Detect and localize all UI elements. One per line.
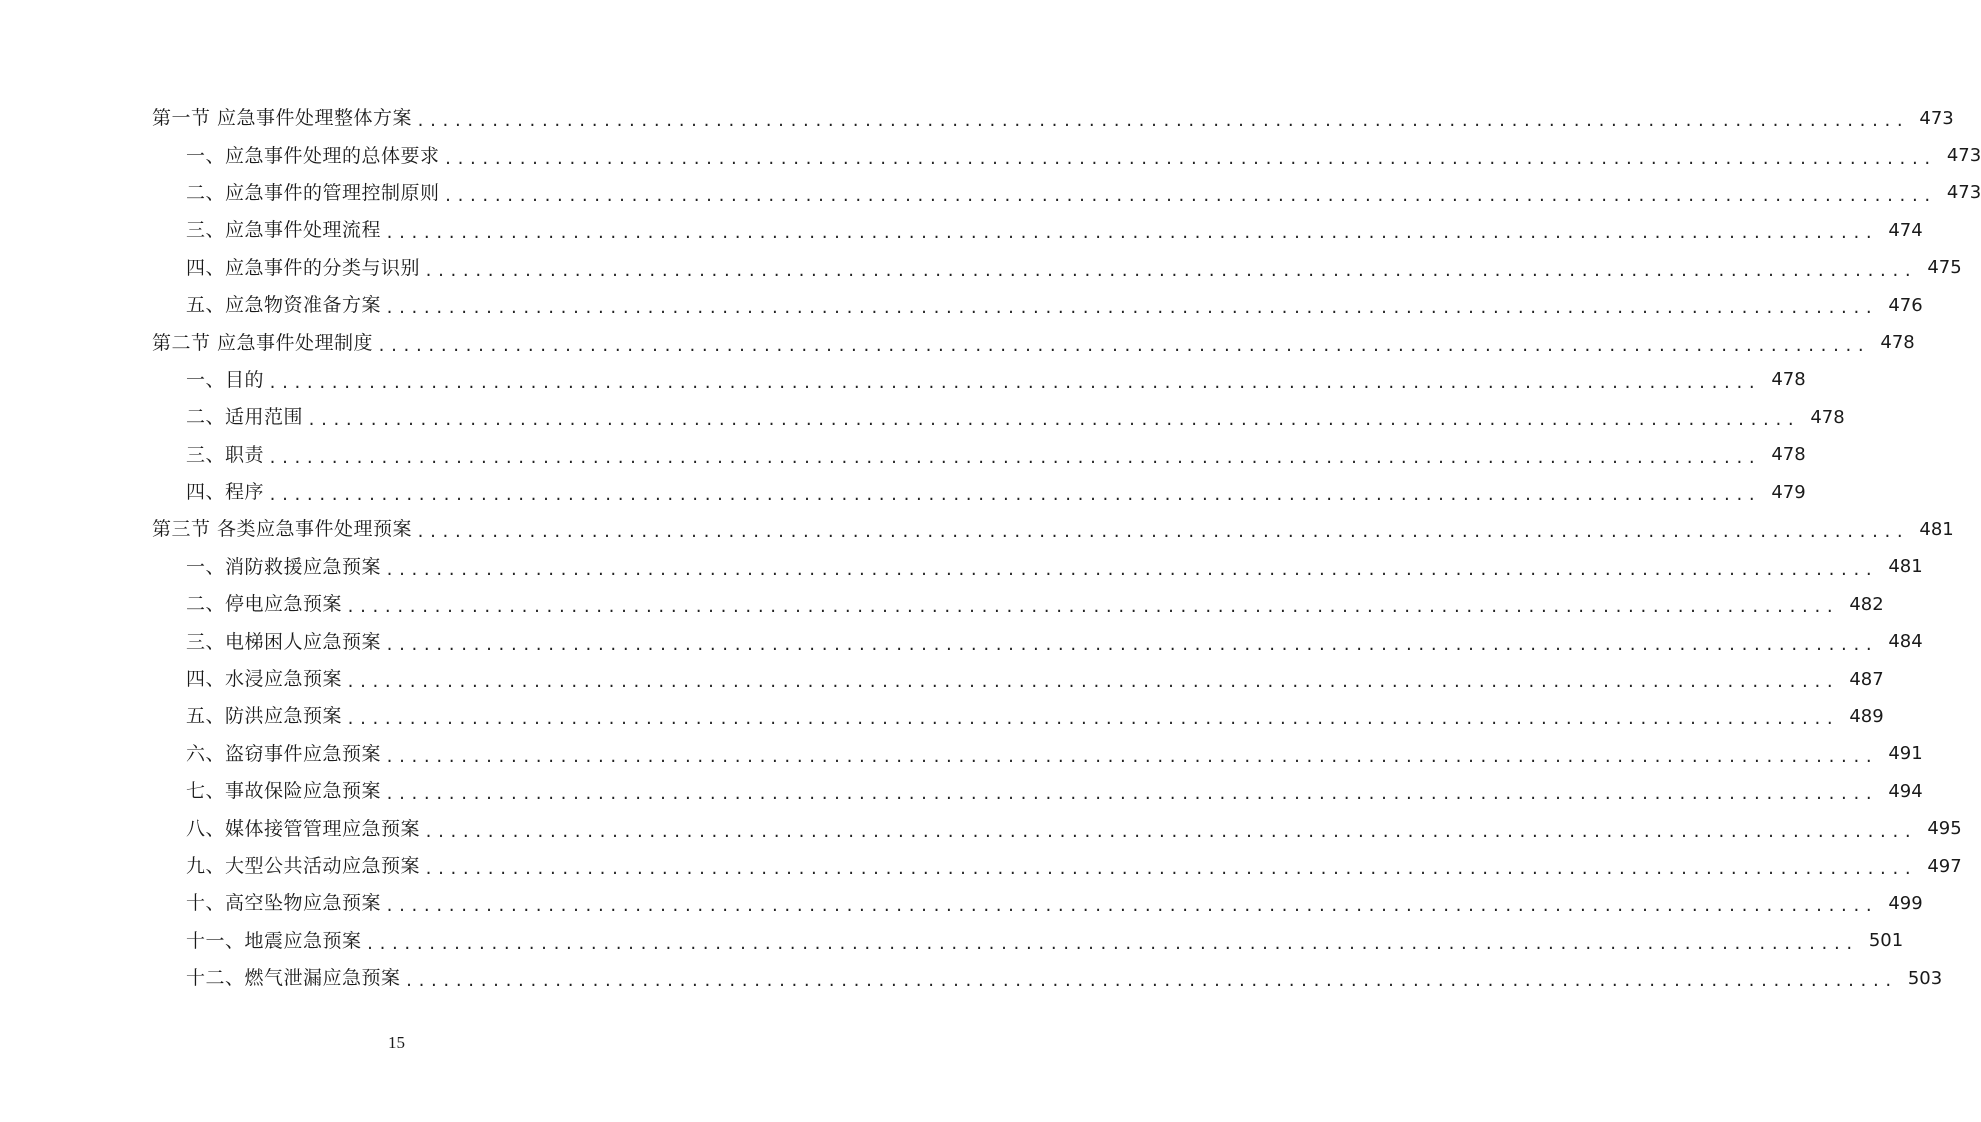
toc-subsection-entry <box>0 399 1845 436</box>
toc-entry-title: 四、程序 <box>186 481 265 504</box>
toc-dot-leader: ........................................................................................................................ <box>385 785 1877 804</box>
toc-entry-title: 三、职责 <box>186 443 265 466</box>
toc-entry-title: 第三节 各类应急事件处理预案 <box>152 518 413 541</box>
toc-entry-page-number: 499 <box>1888 892 1923 914</box>
toc-dot-leader: ........................................................................................................................ <box>377 336 1869 355</box>
toc-entry-title: 十二、燃气泄漏应急预案 <box>186 967 401 990</box>
toc-dot-leader: ........................................................................................................................ <box>385 224 1877 243</box>
toc-subsection-entry <box>0 212 1923 249</box>
toc-entry-title: 一、消防救援应急预案 <box>186 555 382 578</box>
toc-dot-leader: ........................................................................................................................ <box>268 373 1760 392</box>
toc-dot-leader: ........................................................................................................................ <box>346 673 1838 692</box>
toc-entry-title: 二、应急事件的管理控制原则 <box>186 181 440 204</box>
toc-entry-title: 七、事故保险应急预案 <box>186 780 382 803</box>
toc-dot-leader: ........................................................................................................................ <box>268 486 1760 505</box>
toc-entry-page-number: 497 <box>1927 855 1962 877</box>
toc-dot-leader: ........................................................................................................................ <box>385 747 1877 766</box>
toc-entry-title: 二、停电应急预案 <box>186 593 343 616</box>
toc-entry-page-number: 501 <box>1868 930 1904 952</box>
toc-entry-title: 四、应急事件的分类与识别 <box>186 256 421 279</box>
toc-entry-page-number: 478 <box>1810 406 1845 428</box>
toc-dot-leader: ........................................................................................................................ <box>365 934 1858 953</box>
toc-dot-leader: ........................................................................................................................ <box>385 897 1877 916</box>
toc-dot-leader: ........................................................................................................................ <box>268 448 1760 467</box>
toc-subsection-entry <box>0 137 1981 174</box>
toc-subsection-entry <box>0 474 1806 511</box>
toc-entry-page-number: 489 <box>1849 705 1884 727</box>
toc-entry-title: 二、适用范围 <box>186 406 304 429</box>
toc-entry-title: 十、高空坠物应急预案 <box>186 892 382 915</box>
toc-entry-page-number: 494 <box>1888 780 1923 802</box>
toc-subsection-entry <box>0 736 1923 773</box>
toc-subsection-entry <box>0 549 1923 586</box>
toc-dot-leader: ........................................................................................................................ <box>424 261 1916 280</box>
toc-section-entry <box>0 511 1954 548</box>
toc-entry-page-number: 481 <box>1888 556 1923 578</box>
toc-subsection-entry <box>0 960 1943 997</box>
toc-entry-page-number: 482 <box>1849 593 1884 615</box>
toc-subsection-entry <box>0 885 1923 922</box>
toc-section-entry <box>0 324 1915 361</box>
toc-section-entry <box>0 100 1954 137</box>
toc-subsection-entry <box>0 623 1923 660</box>
toc-subsection-entry <box>0 287 1923 324</box>
toc-entry-page-number: 503 <box>1907 967 1943 989</box>
toc-entry-title: 三、应急事件处理流程 <box>186 219 382 242</box>
toc-subsection-entry <box>0 175 1981 212</box>
toc-entry-page-number: 476 <box>1888 294 1923 316</box>
toc-subsection-entry <box>0 848 1962 885</box>
toc-entry-title: 十一、地震应急预案 <box>186 929 362 952</box>
toc-subsection-entry <box>0 661 1884 698</box>
toc-entry-page-number: 473 <box>1946 145 1981 167</box>
toc-entry-title: 五、防洪应急预案 <box>186 705 343 728</box>
toc-entry-title: 第一节 应急事件处理整体方案 <box>152 107 413 130</box>
toc-entry-page-number: 479 <box>1771 481 1806 503</box>
toc-entry-page-number: 491 <box>1888 743 1923 765</box>
toc-entry-title: 三、电梯困人应急预案 <box>186 630 382 653</box>
toc-entry-title: 四、水浸应急预案 <box>186 668 343 691</box>
toc-entry-page-number: 473 <box>1946 182 1981 204</box>
toc-dot-leader: ........................................................................................................................ <box>424 822 1916 841</box>
table-of-contents <box>0 100 1981 997</box>
toc-subsection-entry <box>0 250 1962 287</box>
toc-entry-page-number: 487 <box>1849 668 1884 690</box>
toc-entry-page-number: 484 <box>1888 631 1923 653</box>
toc-dot-leader: ........................................................................................................................ <box>307 411 1799 430</box>
toc-entry-page-number: 481 <box>1919 518 1954 540</box>
toc-dot-leader: ........................................................................................................................ <box>385 635 1877 654</box>
toc-dot-leader: ........................................................................................................................ <box>443 186 1936 205</box>
toc-subsection-entry <box>0 698 1884 735</box>
toc-subsection-entry <box>0 773 1923 810</box>
toc-subsection-entry <box>0 586 1884 623</box>
toc-dot-leader: ........................................................................................................................ <box>404 972 1897 991</box>
toc-entry-title: 九、大型公共活动应急预案 <box>186 855 421 877</box>
toc-entry-page-number: 478 <box>1771 369 1806 391</box>
toc-subsection-entry <box>0 923 1904 960</box>
toc-dot-leader: ........................................................................................................................ <box>416 112 1908 131</box>
toc-dot-leader: ........................................................................................................................ <box>385 560 1877 579</box>
toc-entry-title: 六、盗窃事件应急预案 <box>186 742 382 765</box>
toc-dot-leader: ........................................................................................................................ <box>346 598 1838 617</box>
toc-dot-leader: ........................................................................................................................ <box>346 710 1838 729</box>
toc-subsection-entry <box>0 437 1806 474</box>
toc-dot-leader: ........................................................................................................................ <box>416 523 1908 542</box>
toc-entry-page-number: 475 <box>1927 257 1962 279</box>
toc-entry-page-number: 495 <box>1927 818 1962 840</box>
toc-entry-page-number: 478 <box>1880 332 1915 354</box>
toc-entry-page-number: 474 <box>1888 219 1923 241</box>
toc-dot-leader: ........................................................................................................................ <box>443 149 1936 168</box>
toc-entry-title: 第二节 应急事件处理制度 <box>152 331 374 354</box>
toc-entry-title: 一、应急事件处理的总体要求 <box>186 144 440 167</box>
toc-subsection-entry <box>0 810 1962 847</box>
toc-entry-title: 八、媒体接管管理应急预案 <box>186 817 421 840</box>
footer-page-number: 15 <box>388 1033 405 1052</box>
toc-dot-leader: ........................................................................................................................ <box>385 299 1877 318</box>
toc-entry-title: 一、目的 <box>186 368 265 391</box>
toc-entry-page-number: 473 <box>1919 107 1954 129</box>
toc-entry-page-number: 478 <box>1771 444 1806 466</box>
toc-subsection-entry <box>0 362 1806 399</box>
toc-dot-leader: ........................................................................................................................ <box>424 860 1916 878</box>
toc-entry-title: 五、应急物资准备方案 <box>186 294 382 317</box>
